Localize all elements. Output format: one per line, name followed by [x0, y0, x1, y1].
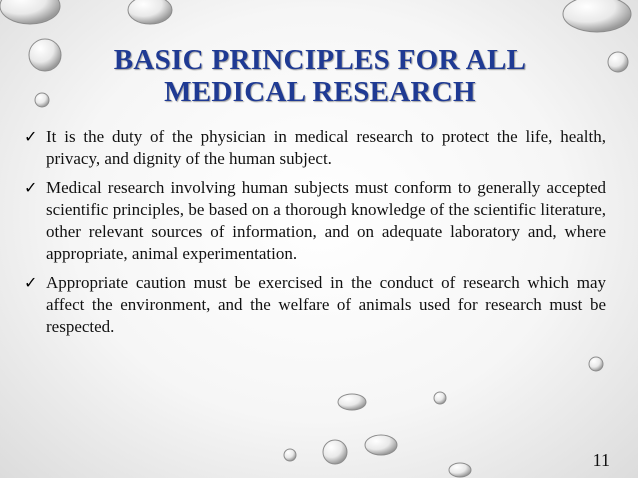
water-drop — [365, 435, 397, 455]
water-drop — [563, 0, 631, 32]
water-drop — [449, 463, 471, 477]
bullet-list — [24, 126, 606, 345]
water-drop — [434, 392, 446, 404]
bullet-text: It is the duty of the physician in medical research to protect the life, health, privacy, and dignity of the human subject. — [46, 127, 606, 168]
checkmark-icon: ✓ — [24, 273, 38, 292]
water-drop — [128, 0, 172, 24]
bullet-item — [24, 272, 606, 338]
checkmark-icon: ✓ — [24, 178, 38, 197]
water-drop — [589, 357, 603, 371]
checkmark-icon: ✓ — [24, 127, 38, 146]
water-drop — [29, 39, 61, 71]
water-drop — [35, 93, 49, 107]
bullet-item — [24, 177, 606, 265]
page-number: 11 — [592, 450, 610, 470]
slide-title-line-1: BASIC PRINCIPLES FOR ALL — [113, 44, 527, 76]
water-drop — [284, 449, 296, 461]
water-drop — [338, 394, 366, 410]
slide-title — [60, 44, 580, 108]
bullet-item — [24, 126, 606, 170]
slide-title-line-2: MEDICAL RESEARCH — [164, 76, 476, 108]
water-drop — [608, 52, 628, 72]
water-drop — [0, 0, 60, 24]
bullet-text: Appropriate caution must be exercised in the conduct of research which may affect the environment, and the welfare of animals used for research must be respected. — [46, 273, 606, 336]
water-drop — [323, 440, 347, 464]
bullet-text: Medical research involving human subjects must conform to generally accepted scientific principles, be based on a thorough knowledge of the scientific literature, other relevant sources of information, and on adequate laboratory and, where appropriate, animal experimentation. — [46, 178, 606, 263]
